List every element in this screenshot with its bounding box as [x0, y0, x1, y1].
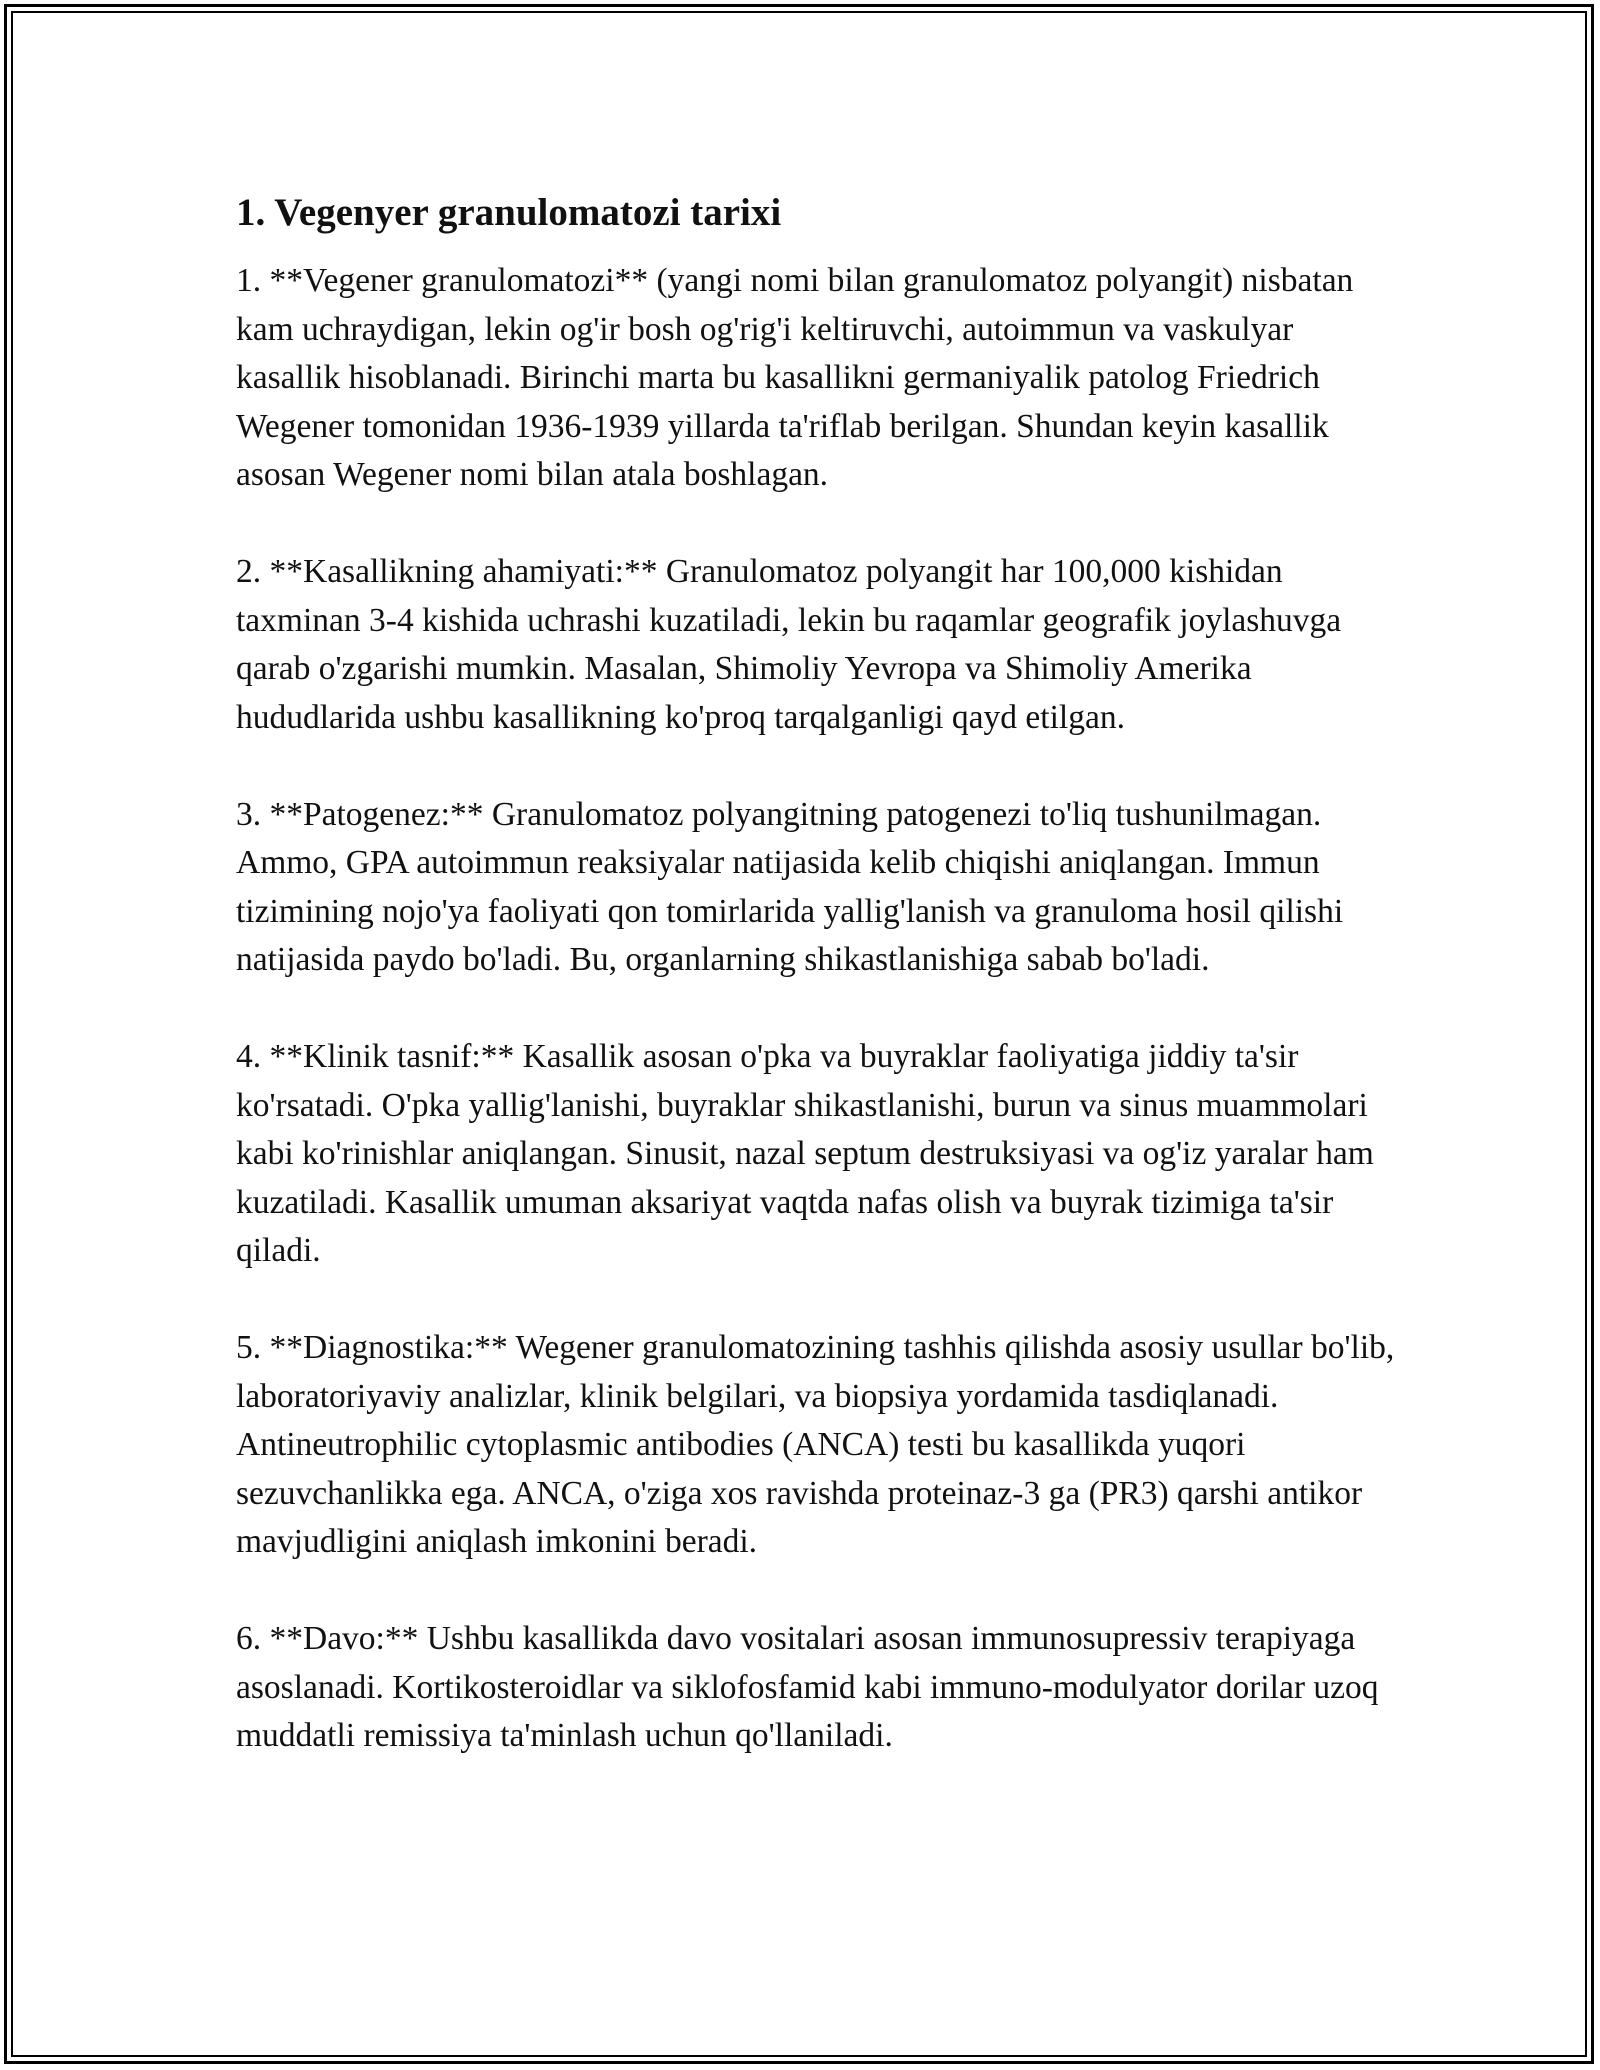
paragraph-significance: 2. **Kasallikning ahamiyati:** Granulomatoz polyangit har 100,000 kishidan taxminan 3-4 kishida uchrashi kuzatiladi, lekin bu raqamlar geografik joylashuvga qarab o'zgarishi mumkin. Masalan, Shimoliy Yevropa va Shimoliy Amerika hududlarida ushbu kasallikning ko'proq tarqalganligi qayd etilgan. [236, 553, 1342, 736]
paragraph-clinical: 4. **Klinik tasnif:** Kasallik asosan o'pka va buyraklar faoliyatiga jiddiy ta'sir ko'rsatadi. O'pka yallig'lanishi, buyraklar shikastlanishi, burun va sinus muammolari kabi ko'rinishlar aniqlangan. Sinusit, nazal septum destruksiyasi va og'iz yaralar ham kuzatiladi. Kasallik umuman aksariyat vaqtda nafas olish va buyrak tizimiga ta'sir qiladi. [236, 1038, 1374, 1269]
paragraph-treatment: 6. **Davo:** Ushbu kasallikda davo vositalari asosan immunosupressiv terapiyaga asoslanadi. Kortikosteroidlar va siklofosfamid kabi immuno-modulyator dorilar uzoq muddatli remissiya ta'minlash uchun qo'llaniladi. [236, 1620, 1379, 1754]
paragraph-pathogenesis: 3. **Patogenez:** Granulomatoz polyangitning patogenezi to'liq tushunilmagan. Ammo, GPA autoimmun reaksiyalar natijasida kelib chiqishi aniqlangan. Immun tizimining nojo'ya faoliyati qon tomirlarida yallig'lanish va granuloma hosil qilishi natijasida paydo bo'ladi. Bu, organlarning shikastlanishiga sabab bo'ladi. [236, 795, 1344, 978]
document-body [236, 185, 1396, 1809]
paragraph-history: 1. **Vegener granulomatozi** (yangi nomi bilan granulomatoz polyangit) nisbatan kam uchraydigan, lekin og'ir bosh og'rig'i keltiruvchi, autoimmun va vaskulyar kasallik hisoblanadi. Birinchi marta bu kasallikni germaniyalik patolog Friedrich Wegener tomonidan 1936-1939 yillarda ta'riflab berilgan. Shundan keyin kasallik asosan Wegener nomi bilan atala boshlagan. [236, 262, 1354, 493]
paragraph-diagnostics: 5. **Diagnostika:** Wegener granulomatozining tashhis qilishda asosiy usullar bo'lib, laboratoriyaviy analizlar, klinik belgilari, va biopsiya yordamida tasdiqlanadi. Antineutrophilic cytoplasmic antibodies (ANCA) testi bu kasallikda yuqori sezuvchanlikka ega. ANCA, o'ziga xos ravishda proteinaz-3 ga (PR3) qarshi antikor mavjudligini aniqlash imkonini beradi. [236, 1329, 1395, 1560]
document-title: 1. Vegenyer granulomatozi tarixi [236, 191, 782, 234]
